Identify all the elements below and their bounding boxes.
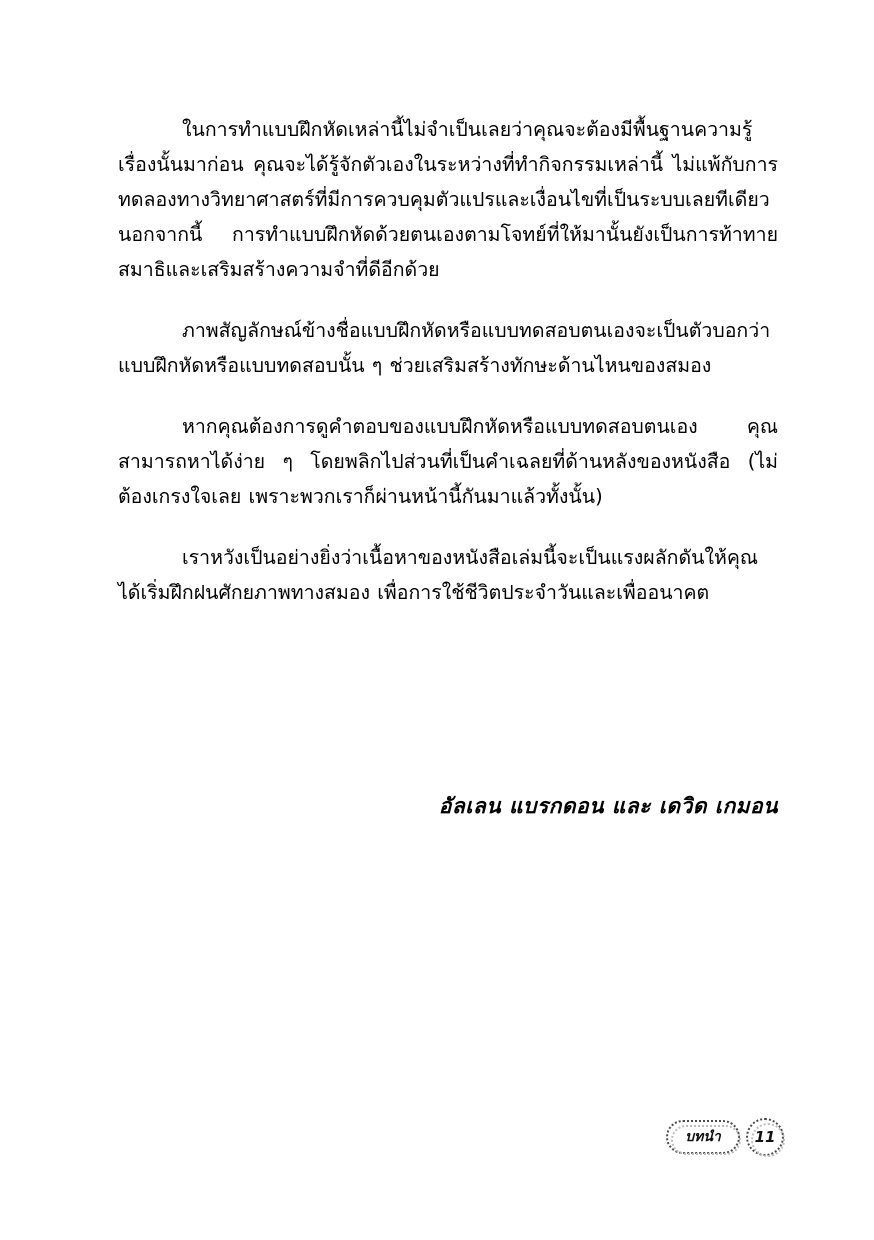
paragraph-2: ภาพสัญลักษณ์ข้างชื่อแบบฝึกหัดหรือแบบทดสอบตนเองจะเป็นตัวบอกว่าแบบฝึกหัดหรือแบบทดสอบนั้น ๆ ช่วยเสริมสร้างทักษะด้านไหนของสมอง (118, 319, 771, 377)
chapter-label-text: บทนำ (685, 1129, 721, 1145)
paragraph-4: เราหวังเป็นอย่างยิ่งว่าเนื้อหาของหนังสือเล่มนี้จะเป็นแรงผลักดันให้คุณได้เริ่มฝึกฝนศักยภาพทางสมอง เพื่อการใช้ชีวิตประจำวันและเพื่ออนาคต (118, 546, 758, 604)
page-number-badge (746, 1118, 784, 1156)
page-footer (0, 1118, 874, 1178)
body-text-block (118, 112, 778, 610)
author-signature: อัลเลน แบรกดอน และ เดวิด เกมอน (438, 794, 778, 818)
chapter-label-badge (666, 1120, 740, 1154)
paragraph-1: ในการทำแบบฝึกหัดเหล่านี้ไม่จำเป็นเลยว่าคุณจะต้องมีพื้นฐานความรู้เรื่องนั้นมาก่อน คุณจะได้รู้จักตัวเองในระหว่างที่ทำกิจกรรมเหล่านี้ ไม่แพ้กับการทดลองทางวิทยาศาสตร์ที่มีการควบคุมตัวแปรและเงื่อนไขที่เป็นระบบเลยทีเดียว นอกจากนี้ การทำแบบฝึกหัดด้วยตนเองตามโจทย์ที่ให้มานั้นยังเป็นการท้าทายสมาธิและเสริมสร้างความจำที่ดีอีกด้วย (118, 118, 778, 281)
page-number-text: 11 (754, 1127, 776, 1146)
paragraph-3: หากคุณต้องการดูคำตอบของแบบฝึกหัดหรือแบบทดสอบตนเอง คุณสามารถหาได้ง่าย ๆ โดยพลิกไปส่วนที่เป็นคำเฉลยที่ด้านหลังของหนังสือ (ไม่ต้องเกรงใจเลย เพราะพวกเราก็ผ่านหน้านี้กันมาแล้วทั้งนั้น) (118, 415, 778, 508)
footer-badges (666, 1118, 784, 1156)
